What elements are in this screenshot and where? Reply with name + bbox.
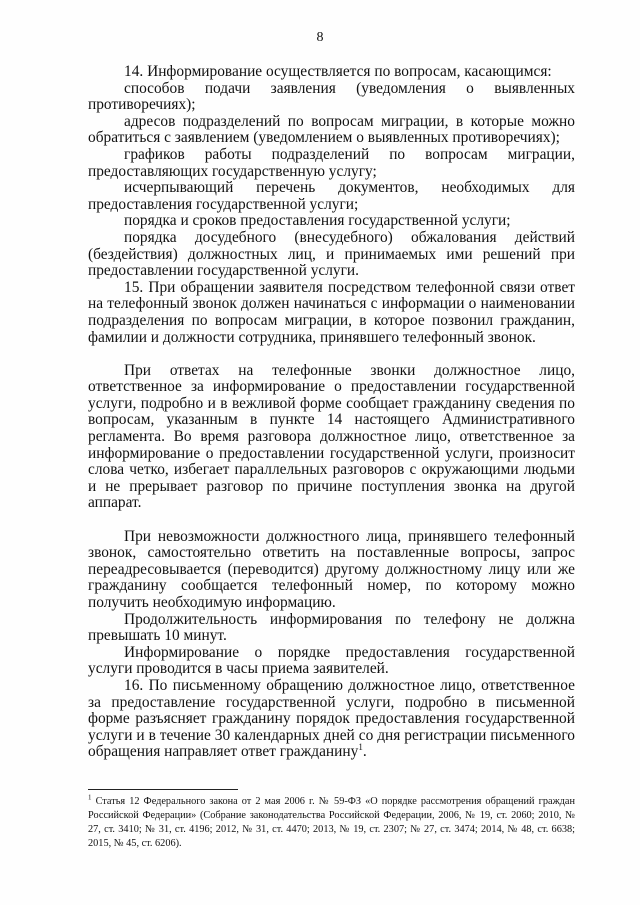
paragraph — [88, 280, 575, 346]
paragraph: 16. По письменному обращению должностное лицо, ответственное за предоставление государственной услуги, подробно в письменной форме разъясняет гражданину порядок предоставления государственной услуги и в течение 30 календарных дней со дня регистрации письменного обращения направляет ответ гражданину$^1$. — [88, 676, 575, 761]
footnote — [88, 795, 575, 851]
paragraph-text: 14. Информирование осуществляется по вопросам, касающимся: — [124, 63, 552, 80]
paragraph-text: При невозможности должностного лица, принявшего телефонный звонок, самостоятельно ответить на поставленные вопросы, запрос переадресовывается (переводится) другому должностному лицу или же гражданину сообщается телефонный номер, по которому можно получить необходимую информацию. — [88, 527, 575, 611]
paragraph-text: Продолжительность информирования по телефону не должна превышать 10 минут. — [88, 610, 575, 645]
paragraph — [88, 612, 575, 645]
paragraph — [88, 213, 575, 230]
footnote-text: Статья 12 Федерального закона от 2 мая 2006 г. № 59-ФЗ «О порядке рассмотрения обращений граждан Российской Федерации» (Собрание законодательства Российской Федерации, 2006, № 19, ст. 2060; 2010, № 27, ст. 3410; № 31, ст. 4196; 2012, № 31, ст. 4470; 2013, № 19, ст. 2307; № 27, ст. 3474; 2014, № 48, ст. 6638; 2015, № 45, ст. 6206). — [88, 796, 575, 849]
paragraph-text: Информирование о порядке предоставления государственной услуги проводится в часы приема заявителей. — [88, 643, 575, 678]
paragraph-text: 15. При обращении заявителя посредством телефонной связи ответ на телефонный звонок должен начинаться с информации о наименовании подразделения по вопросам миграции, в которое позвонил гражданин, фамилии и должности сотрудника, принявшего телефонный звонок. — [88, 278, 575, 346]
paragraph-text: графиков работы подразделений по вопросам миграции, предоставляющих государственную услугу; — [88, 145, 575, 180]
paragraph — [88, 114, 575, 147]
paragraph-text: 16. По письменному обращению должностное лицо, ответственное за предоставление государственной услуги, подробно в письменной форме разъясняет гражданину порядок предоставления государственной услуги и в течение 30 календарных дней со дня регистрации письменного обращения направляет ответ гражданину — [88, 676, 575, 761]
paragraph — [88, 529, 575, 612]
document-body — [88, 64, 575, 761]
paragraph — [88, 64, 575, 81]
paragraph-text: порядка досудебного (внесудебного) обжалования действий (бездействия) должностных лиц, и принимаемых ими решений при предоставлении государственной услуги. — [88, 228, 575, 280]
paragraph-text: способов подачи заявления (уведомления о выявленных противоречиях); — [88, 79, 575, 114]
footnote-reference: 1 — [358, 742, 363, 753]
footnote-separator — [88, 789, 238, 790]
paragraph — [88, 81, 575, 114]
paragraph — [88, 147, 575, 180]
paragraph — [88, 230, 575, 280]
paragraph — [88, 645, 575, 678]
paragraph — [88, 363, 575, 512]
page-number: 8 — [316, 30, 324, 45]
paragraph-text: При ответах на телефонные звонки должностное лицо, ответственное за информирование о предоставлении государственной услуги, подробно и в вежливой форме сообщает гражданину сведения по вопросам, указанным в пункте 14 настоящего Административного регламента. Во время разговора должностное лицо, ответственное за информирование о предоставлении государственной услуги, произносит слова четко, избегает параллельных разговоров с окружающими людьми и не прерывает разговор по причине поступления звонка на другой аппарат. — [88, 361, 575, 512]
paragraph-text: порядка и сроков предоставления государственной услуги; — [124, 212, 511, 230]
paragraph-text: адресов подразделений по вопросам миграции, в которые можно обратиться с заявлением (уведомлением о выявленных противоречиях); — [88, 112, 575, 147]
paragraph-text: исчерпывающий перечень документов, необходимых для предоставления государственной услуги; — [88, 179, 575, 213]
footnote-marker: 1 — [88, 793, 92, 802]
paragraph — [88, 180, 575, 213]
